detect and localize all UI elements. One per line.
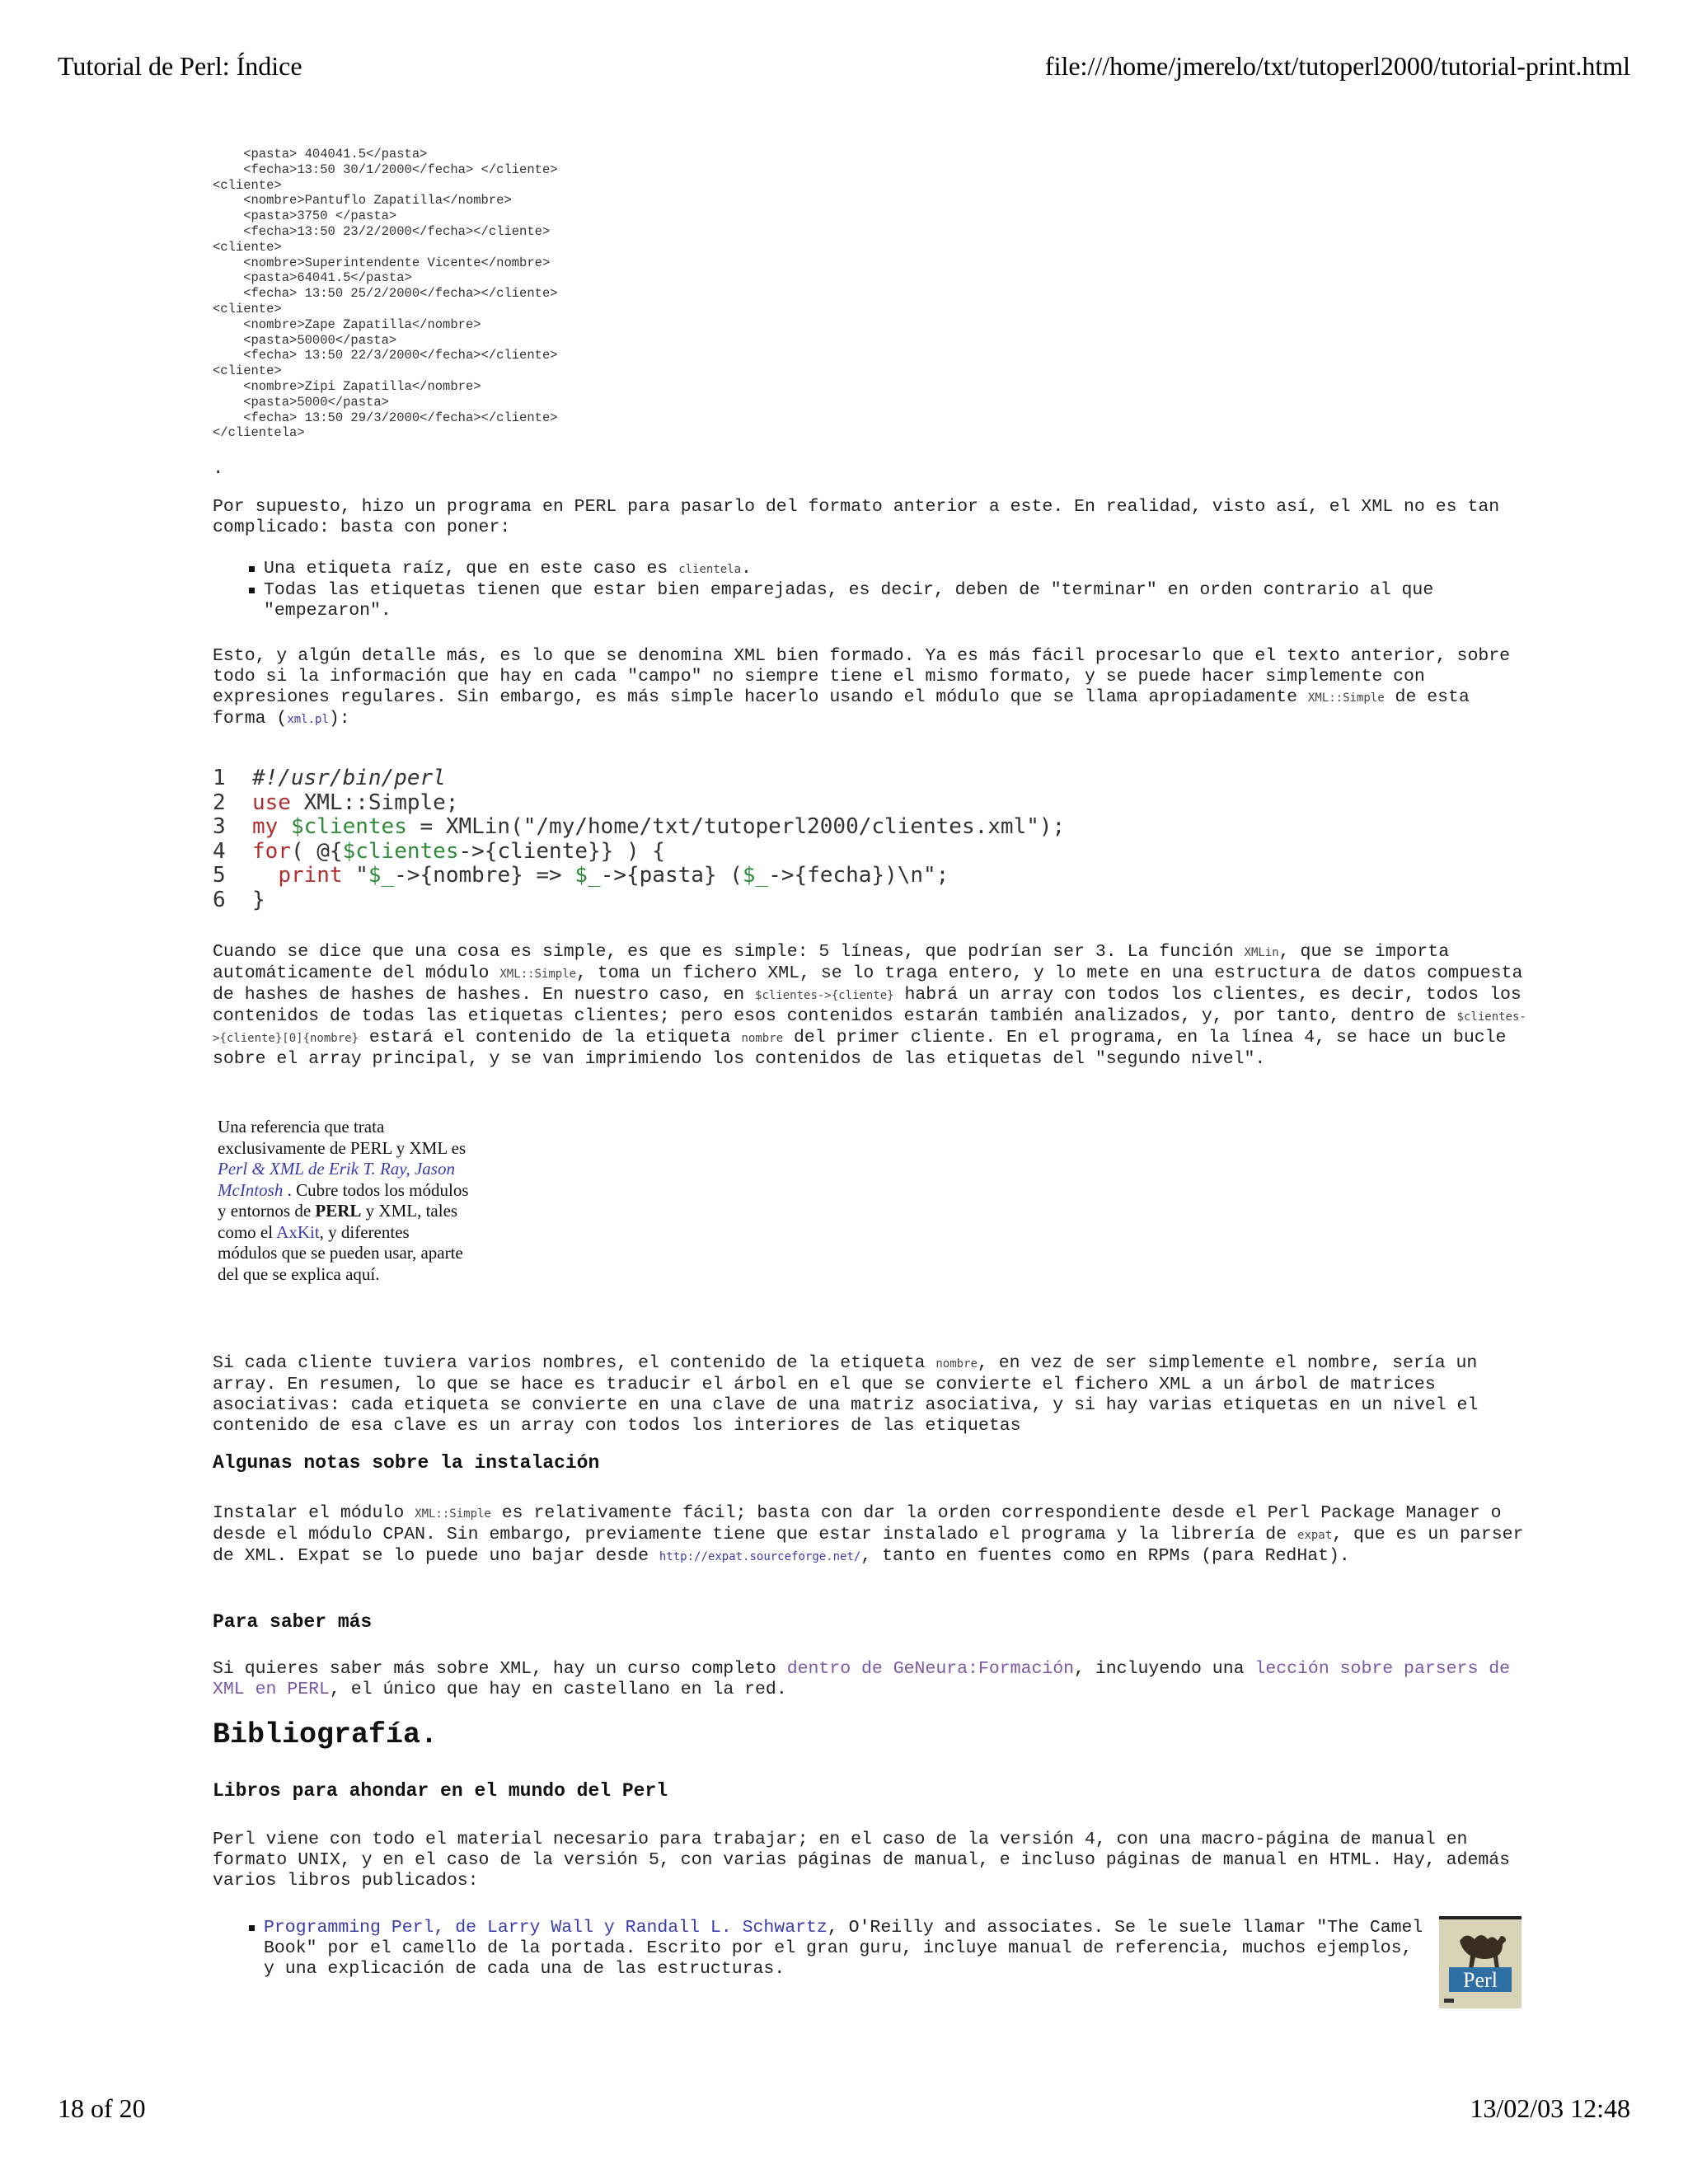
inline-code: $clientes->{cliente} (755, 989, 894, 1002)
intro-paragraph: Por supuesto, hizo un programa en PERL para pasarlo del formato anterior a este. En realidad, visto así, el XML no es tan complicado: basta con poner: (213, 497, 1500, 537)
inline-code: expat (1297, 1529, 1333, 1542)
axkit-link[interactable]: AxKit (276, 1221, 320, 1242)
perl-code-block: 1 #!/usr/bin/perl 2 use XML::Simple; 3 my $clientes = XMLin("/my/home/txt/tutoperl2000/clientes.xml"); 4 for( @{$clientes->{cliente}} ) { 5 print "$_->{nombre} => $_->{pasta} ($_->{fecha})\n"; 6 } (213, 766, 1066, 912)
array-paragraph: Si cada cliente tuviera varios nombres, el contenido de la etiqueta nombre, en vez de ser simplemente el nombre, sería un array. En resumen, lo que se hace es traducir el árbol en el que se convierte el fichero XML a un árbol de matrices asociativas: cada etiqueta se convierte en una clave de una matriz asociativa, y si hay varias etiquetas en un nivel el contenido de esa clave es un array con todos los interiores de las etiquetas (213, 1353, 1479, 1436)
page-header-title: Tutorial de Perl: Índice (58, 51, 302, 81)
inline-code: XML::Simple (499, 968, 577, 981)
list-item: Todas las etiquetas tienen que estar bien emparejadas, es decir, deben de "terminar" en orden contrario al que "empezaron". (247, 580, 1500, 621)
xml-pl-link[interactable]: xml.pl (287, 713, 329, 726)
line-number: 3 (213, 814, 226, 839)
inline-code: $clientes->{cliente}[0]{nombre} (213, 1010, 1526, 1045)
geneura-formacion-link[interactable]: dentro de GeNeura:Formación (786, 1659, 1075, 1679)
inline-code: nombre (741, 1032, 784, 1045)
programming-perl-link[interactable]: Programming Perl, de Larry Wall y Randall L. Schwartz (264, 1918, 828, 1938)
inline-code: XMLin (1244, 946, 1279, 959)
perl-book-cover-image (1439, 1916, 1522, 2008)
more-paragraph: Si quieres saber más sobre XML, hay un curso completo dentro de GeNeura:Formación, incluyendo una lección sobre parsers de XML en PERL, el único que hay en castellano en la red. (213, 1659, 1511, 1699)
inline-code: nombre (935, 1357, 978, 1371)
line-number: 6 (213, 887, 226, 912)
books-intro-paragraph: Perl viene con todo el material necesario para trabajar; en el caso de la versión 4, con una macro-página de manual en formato UNIX, y en el caso de la versión 5, con varias páginas de manual, e incluso páginas de manual en HTML. Hay, además varios libros publicados: (213, 1830, 1511, 1891)
explanation-paragraph: Cuando se dice que una cosa es simple, es que es simple: 5 líneas, que podrían ser 3. La función XMLin, que se importa automáticamente del módulo XML::Simple, toma un fichero XML, se lo traga entero, y lo mete en una estructura de datos compuesta de hashes de hashes de hashes. En nuestro caso, en $clientes->{cliente} habrá un array con todos los clientes, es decir, todos los contenidos de todas las etiquetas clientes; pero esos contenidos estarán también analizados, y, por tanto, dentro de $clientes->{cliente}[0]{nombre} estará el contenido de la etiqueta nombre del primer cliente. En el programa, en la línea 4, se hace un bucle sobre el array principal, y se van imprimiendo los contenidos de las etiquetas del "segundo nivel". (213, 942, 1526, 1069)
line-number: 5 (213, 863, 226, 888)
page-footer-datetime: 13/02/03 12:48 (1470, 2093, 1630, 2123)
page-header-url: file:///home/jmerelo/txt/tutoperl2000/tutorial-print.html (1044, 51, 1630, 81)
more-heading: Para saber más (213, 1611, 373, 1633)
perl-xml-book-link[interactable]: Perl & XML de Erik T. Ray, Jason McIntosh (218, 1159, 455, 1200)
well-formed-paragraph: Esto, y algún detalle más, es lo que se denomina XML bien formado. Ya es más fácil procesarlo que el texto anterior, sobre todo si la información que hay en cada "campo" no siempre tiene el mismo formato, y se puede hacer simplemente con expresiones regulares. Sin embargo, es más simple hacerlo usando el módulo que se llama apropiadamente XML::Simple de esta forma (xml.pl): (213, 646, 1511, 729)
expat-link[interactable]: http://expat.sourceforge.net/ (659, 1550, 861, 1563)
books-list (247, 1918, 1426, 1980)
bibliography-heading: Bibliografía. (213, 1718, 438, 1751)
xml-parsers-lesson-link[interactable]: lección sobre parsers de XML en PERL (213, 1659, 1511, 1699)
reference-sidebar: Una referencia que trata exclusivamente de PERL y XML es Perl & XML de Erik T. Ray, Jason McIntosh . Cubre todos los módulos y entornos de PERL y XML, tales como el AxKit, y diferentes módulos que se pueden usar, aparte del que se explica aquí. (218, 1117, 469, 1284)
inline-code: clientela (678, 563, 742, 576)
requirements-list (247, 559, 1500, 621)
line-number: 4 (213, 838, 226, 864)
line-number: 2 (213, 790, 226, 815)
page-footer-pagination: 18 of 20 (58, 2093, 146, 2123)
install-paragraph: Instalar el módulo XML::Simple es relativamente fácil; basta con dar la orden correspondiente desde el Perl Package Manager o desde el módulo CPAN. Sin embargo, previamente tiene que estar instalado el programa y la librería de expat, que es un parser de XML. Expat se lo puede uno bajar desde http://expat.sourceforge.net/, tanto en fuentes como en RPMs (para RedHat). (213, 1503, 1524, 1566)
install-heading: Algunas notas sobre la instalación (213, 1452, 600, 1474)
cover-title: Perl (1463, 1968, 1498, 1992)
books-subheading: Libros para ahondar en el mundo del Perl (213, 1780, 668, 1802)
xml-listing-end-dot: . (213, 458, 224, 479)
list-item: Una etiqueta raíz, que en este caso es clientela. (247, 559, 1500, 580)
list-item: Programming Perl, de Larry Wall y Randall L. Schwartz, O'Reilly and associates. Se le suele llamar "The Camel Book" por el camello de la portada. Escrito por el gran guru, incluye manual de referencia, muchos ejemplos, y una explicación de cada una de las estructuras. (247, 1918, 1426, 1980)
xml-listing: <pasta> 404041.5</pasta> <fecha>13:50 30/1/2000</fecha> </cliente> <cliente> <nombre>Pantuflo Zapatilla</nombre> <pasta>3750 </pasta> <fecha>13:50 23/2/2000</fecha></cliente> <cliente> <nombre>Superintendente Vicente</nombre> <pasta>64041.5</pasta> <fecha> 13:50 25/2/2000</fecha></cliente> <cliente> <nombre>Zape Zapatilla</nombre> <pasta>50000</pasta> <fecha> 13:50 22/3/2000</fecha></cliente> <cliente> <nombre>Zipi Zapatilla</nombre> <pasta>5000</pasta> <fecha> 13:50 29/3/2000</fecha></cliente> </clientela> (213, 147, 558, 441)
inline-code: XML::Simple (1307, 691, 1385, 705)
inline-code: XML::Simple (415, 1507, 491, 1521)
line-number: 1 (213, 766, 226, 790)
